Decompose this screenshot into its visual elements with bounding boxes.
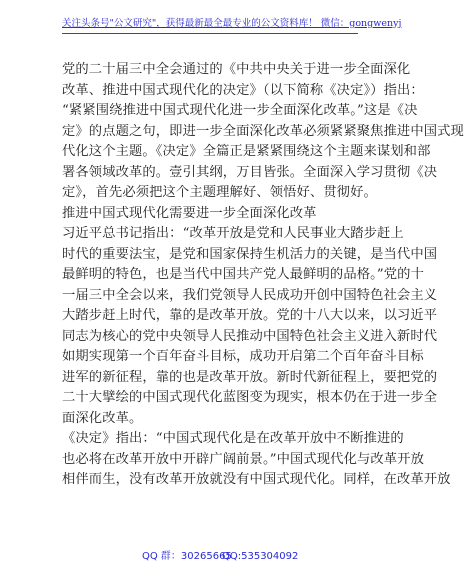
body-line: 时代的重要法宝，是党和国家保持生机活力的关键，是当代中国 [62,246,438,262]
body-line: 大踏步赶上时代，靠的是改革开放。党的十八大以来，以习近平 [62,308,438,323]
header-banner-link[interactable]: 关注头条号"公文研究"，获得最新最全最专业的公文资料库！ 微信：gongwenyj [62,18,402,29]
footer-qq-contact: QQ:535304092 [222,551,299,562]
body-line: 相伴而生，没有改革开放就没有中国式现代化。同样，在改革开放 [62,472,451,487]
body-line: 署各领域改革的。壹引其纲，万目皆张。全面深入学习贯彻《决 [62,164,438,180]
body-line: 一届三中全会以来，我们党领导人民成功开创中国特色社会主义 [62,287,438,303]
body-line: 进军的新征程，靠的也是改革开放。新时代新征程上，要把党的 [62,369,438,385]
body-line: 二十大擘绘的中国式现代化蓝图变为现实，根本仍在于进一步全 [62,390,438,405]
body-line: “紧紧围绕推进中国式现代化进一步全面深化改革。”这是《决 [62,103,418,118]
body-line: 代化这个主题。《决定》全篇正是紧紧围绕这个主题来谋划和部 [62,144,431,159]
body-line: 面深化改革。 [62,410,143,426]
body-line: 改革、推进中国式现代化的决定》（以下简称《决定》）指出： [62,82,424,98]
body-line: 如期实现第一个百年奋斗目标，成功开启第二个百年奋斗目标 [62,349,424,364]
page-footer [62,550,358,564]
body-line: 《决定》指出：“中国式现代化是在改革开放中不断推进的 [62,431,404,446]
footer-qq-group: QQ 群：30265665 [142,551,232,562]
section-heading: 推进中国式现代化需要进一步全面深化改革 [62,205,317,221]
body-line: 定》的点题之句，即进一步全面深化改革必须紧紧聚焦推进中国式现 [62,123,464,139]
body-line: 最鲜明的特色，也是当代中国共产党人最鲜明的品格。”党的十 [62,267,424,282]
page-header [62,18,402,38]
body-line: 党的二十届三中全会通过的《中共中央关于进一步全面深化 [62,62,411,77]
document-body [62,60,464,491]
body-line: 同志为核心的党中央领导人民推动中国特色社会主义进入新时代 [62,328,438,344]
body-line: 定》，首先必须把这个主题理解好、领悟好、贯彻好。 [62,185,377,200]
body-line: 习近平总书记指出：“改革开放是党和人民事业大踏步赶上 [62,226,404,241]
header-divider [62,33,358,34]
body-line: 也必将在改革开放中开辟广阔前景。”中国式现代化与改革开放 [62,451,424,467]
